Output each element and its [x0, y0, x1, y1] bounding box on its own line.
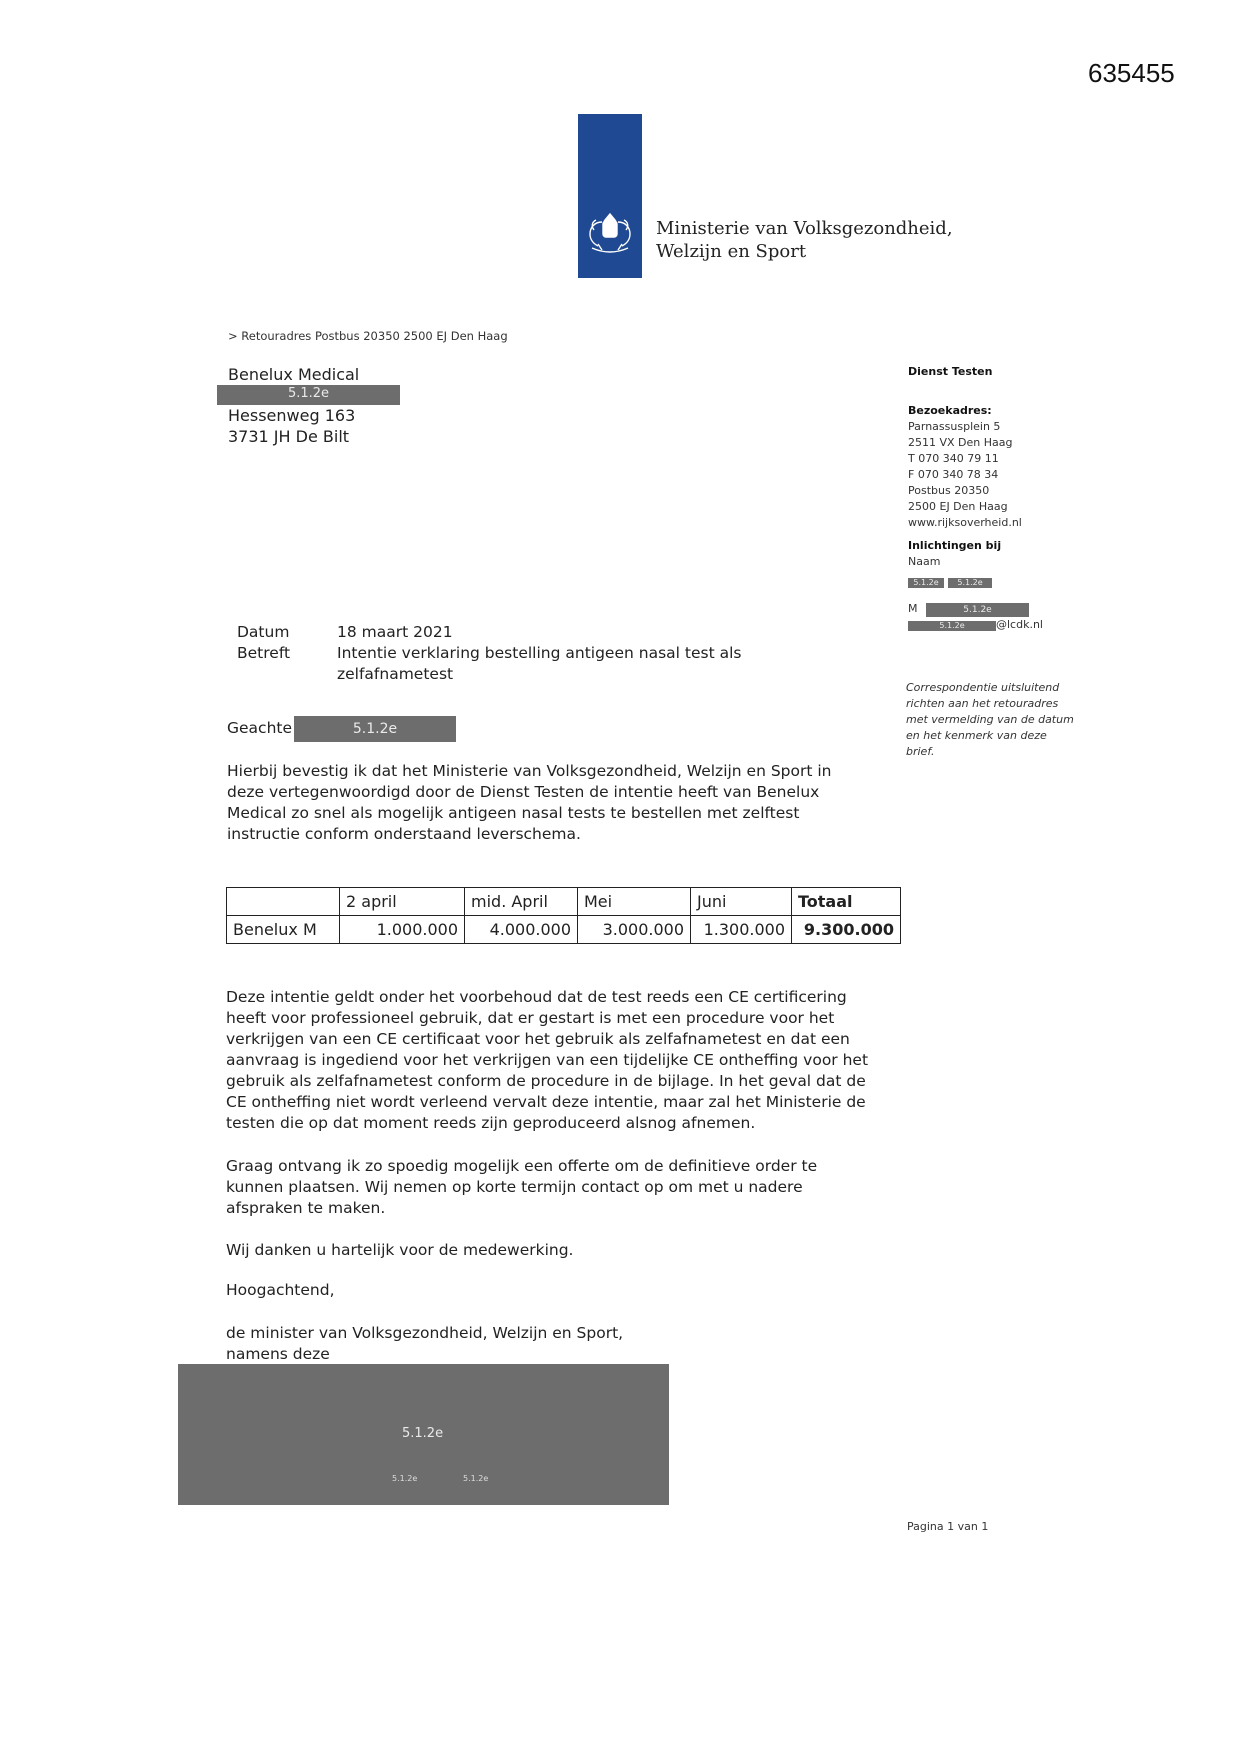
visit-line: 2500 EJ Den Haag — [908, 500, 1008, 513]
schedule-cell: Benelux M — [227, 916, 340, 944]
schedule-header-row — [227, 888, 901, 916]
salutation-label: Geachte — [227, 719, 293, 737]
email-suffix: @lcdk.nl — [996, 618, 1043, 631]
thanks-line: Wij danken u hartelijk voor de medewerking. — [226, 1241, 574, 1259]
info-heading: Inlichtingen bij — [908, 539, 1002, 552]
conditions-line: gebruik als zelfafnametest conform de procedure in de bijlage. In het geval dat de — [226, 1072, 866, 1090]
schedule-cell: 4.000.000 — [465, 916, 578, 944]
note-line: brief. — [906, 745, 935, 758]
salutation-redaction: 5.1.2e — [294, 716, 456, 742]
info-redaction-a: 5.1.2e — [908, 578, 944, 588]
visit-line: T 070 340 79 11 — [908, 452, 999, 465]
conditions-line: aanvraag is ingediend voor het verkrijgen van een tijdelijke CE ontheffing voor het — [226, 1051, 869, 1069]
subject-line2: zelfafnametest — [337, 665, 454, 683]
schedule-cell: 9.300.000 — [792, 916, 901, 944]
schedule-header-cell: Juni — [691, 888, 792, 916]
info-redaction-b: 5.1.2e — [948, 578, 992, 588]
info-name-label: Naam — [908, 555, 941, 568]
visit-line: Postbus 20350 — [908, 484, 990, 497]
correspondence-note — [906, 680, 1074, 760]
document-number: 635455 — [1088, 58, 1175, 88]
schedule-cell: 3.000.000 — [578, 916, 691, 944]
department-name: Dienst Testen — [908, 365, 993, 378]
signature-redaction-sub: 5.1.2e — [392, 1474, 418, 1483]
signature-redaction — [178, 1364, 669, 1505]
recipient-city: 3731 JH De Bilt — [228, 427, 350, 446]
schedule-data-row — [227, 916, 901, 944]
schedule-header-cell: mid. April — [465, 888, 578, 916]
conditions-line: verkrijgen van een CE certificaat voor het gebruik als zelfafnametest en dat een — [226, 1030, 850, 1048]
intro-line: Hierbij bevestig ik dat het Ministerie van Volksgezondheid, Welzijn en Sport in — [227, 762, 832, 780]
recipient-name: Benelux Medical — [228, 365, 360, 384]
note-line: en het kenmerk van deze — [906, 729, 1047, 742]
visit-line: Parnassusplein 5 — [908, 420, 1001, 433]
sidebar-visit-address — [908, 403, 1022, 531]
conditions-line: CE ontheffing niet wordt verleend vervalt deze intentie, maar zal het Ministerie de — [226, 1093, 866, 1111]
schedule-header-cell: 2 april — [340, 888, 465, 916]
intro-line: deze vertegenwoordigd door de Dienst Testen de intentie heeft van Benelux — [227, 783, 820, 801]
visit-line: www.rijksoverheid.nl — [908, 516, 1022, 529]
visit-heading: Bezoekadres: — [908, 404, 992, 417]
schedule-cell: 1.300.000 — [691, 916, 792, 944]
signoff-line1: de minister van Volksgezondheid, Welzijn en Sport, — [226, 1324, 624, 1342]
subject-line1: Intentie verklaring bestelling antigeen nasal test als — [337, 644, 742, 662]
recipient-redaction: 5.1.2e — [217, 385, 400, 405]
coat-of-arms-icon — [578, 114, 642, 278]
ministry-logo-bar — [578, 114, 642, 278]
sidebar-department — [908, 364, 992, 380]
ministry-name-line1: Ministerie van Volksgezondheid, — [656, 218, 953, 239]
conditions-line: testen die op dat moment reeds zijn geproduceerd alsnog afnemen. — [226, 1114, 756, 1132]
conditions-line: Deze intentie geldt onder het voorbehoud dat de test reeds een CE certificering — [226, 988, 847, 1006]
date-label: Datum — [237, 623, 290, 641]
offer-line: kunnen plaatsen. Wij nemen op korte termijn contact op om met u nadere — [226, 1178, 803, 1196]
subject-label: Betreft — [237, 644, 291, 662]
email-redaction: 5.1.2e — [908, 621, 996, 631]
note-line: richten aan het retouradres — [906, 697, 1059, 710]
signature-redaction-sub: 5.1.2e — [463, 1474, 489, 1483]
intro-paragraph — [227, 761, 832, 845]
mobile-label: M — [908, 602, 918, 615]
schedule-header-cell: Mei — [578, 888, 691, 916]
offer-paragraph — [226, 1156, 817, 1219]
visit-line: 2511 VX Den Haag — [908, 436, 1013, 449]
schedule-cell: 1.000.000 — [340, 916, 465, 944]
return-address: > Retouradres Postbus 20350 2500 EJ Den Haag — [228, 329, 508, 343]
conditions-line: heeft voor professioneel gebruik, dat er gestart is met een procedure voor het — [226, 1009, 835, 1027]
intro-line: Medical zo snel als mogelijk antigeen nasal tests te bestellen met zelftest — [227, 804, 800, 822]
note-line: Correspondentie uitsluitend — [906, 681, 1060, 694]
page-number: Pagina 1 van 1 — [907, 1520, 989, 1533]
schedule-header-cell — [227, 888, 340, 916]
visit-line: F 070 340 78 34 — [908, 468, 999, 481]
delivery-schedule-table — [226, 887, 901, 944]
offer-line: Graag ontvang ik zo spoedig mogelijk een offerte om de definitieve order te — [226, 1157, 818, 1175]
signature-redaction-main: 5.1.2e — [402, 1426, 444, 1441]
note-line: met vermelding van de datum — [906, 713, 1074, 726]
signoff-line2: namens deze — [226, 1345, 330, 1363]
sidebar-info — [908, 538, 1001, 570]
closing-line: Hoogachtend, — [226, 1281, 335, 1299]
mobile-redaction: 5.1.2e — [926, 603, 1029, 617]
date-value: 18 maart 2021 — [337, 623, 453, 641]
ministry-name — [656, 217, 953, 263]
conditions-paragraph — [226, 987, 868, 1134]
schedule-header-cell: Totaal — [792, 888, 901, 916]
recipient-street: Hessenweg 163 — [228, 406, 356, 425]
ministry-name-line2: Welzijn en Sport — [656, 241, 807, 262]
offer-line: afspraken te maken. — [226, 1199, 386, 1217]
intro-line: instructie conform onderstaand leverschema. — [227, 825, 581, 843]
